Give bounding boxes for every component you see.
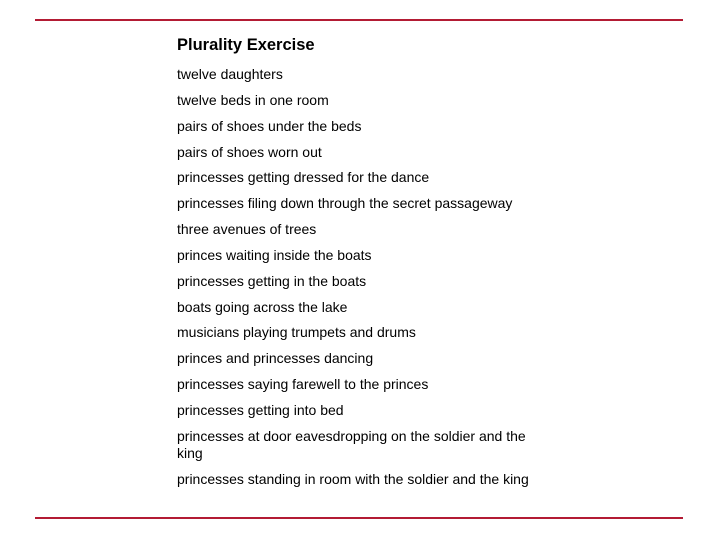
list-item: princesses getting dressed for the dance [177, 169, 430, 186]
list-item: twelve beds in one room [177, 91, 329, 108]
list-item: princesses saying farewell to the princes [177, 376, 429, 393]
list-item: boats going across the lake [177, 298, 348, 315]
list-item: pairs of shoes under the beds [177, 117, 362, 134]
list-item: princes and princesses dancing [177, 350, 374, 367]
page-title: Plurality Exercise [177, 36, 315, 54]
list-item: princesses standing in room with the soldier and the king [177, 470, 529, 487]
list-item: princesses getting into bed [177, 401, 344, 418]
list-item: pairs of shoes worn out [177, 143, 322, 160]
list-item: princes waiting inside the boats [177, 246, 372, 263]
phrase-list [177, 66, 547, 497]
list-item: princesses at door eavesdropping on the soldier and the king [177, 427, 526, 461]
bottom-divider [35, 517, 683, 519]
list-item: three avenues of trees [177, 221, 317, 238]
list-item: musicians playing trumpets and drums [177, 324, 416, 341]
top-divider [35, 19, 683, 21]
list-item: princesses getting in the boats [177, 272, 367, 289]
list-item: princesses filing down through the secret passageway [177, 195, 513, 212]
list-item: twelve daughters [177, 66, 283, 82]
